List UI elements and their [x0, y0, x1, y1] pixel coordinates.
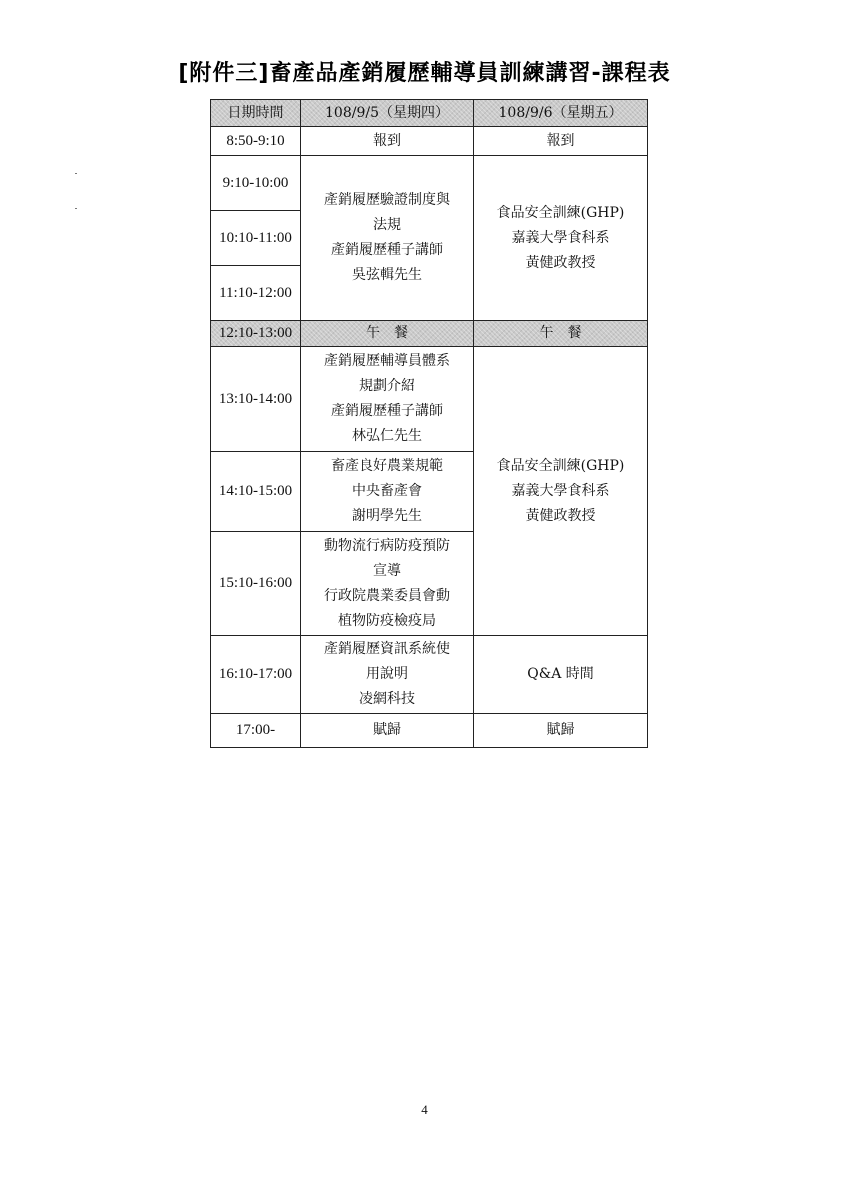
session-line: 植物防疫檢疫局 — [338, 612, 436, 629]
scan-speck — [75, 208, 77, 209]
session-cell — [301, 156, 474, 321]
session-line: 用說明 — [366, 666, 408, 682]
table-row — [211, 347, 648, 452]
session-line: 嘉義大學食科系 — [511, 482, 610, 499]
session-line: 法規 — [373, 217, 401, 233]
session-line: 黃健政教授 — [525, 254, 596, 271]
lunch-row — [211, 321, 648, 347]
session-cell — [474, 156, 648, 321]
session-line: 嘉義大學食科系 — [511, 229, 610, 246]
session-line: 食品安全訓練(GHP) — [496, 204, 625, 221]
session-cell — [301, 452, 474, 532]
time-cell: 17:00- — [211, 714, 301, 748]
scan-speck — [75, 173, 77, 174]
session-cell: Q&A 時間 — [474, 636, 648, 714]
lunch-cell: 午 餐 — [474, 321, 648, 347]
session-line: 產銷履歷種子講師 — [331, 242, 443, 258]
session-line: 產銷履歷資訊系統使 — [324, 641, 450, 657]
header-day1: 108/9/5（星期四） — [301, 100, 474, 127]
session-line: 吳弦輯先生 — [352, 267, 422, 283]
table-row — [211, 156, 648, 211]
session-cell: 報到 — [474, 127, 648, 156]
session-cell: 報到 — [301, 127, 474, 156]
schedule-table — [210, 99, 648, 748]
session-line: 產銷履歷驗證制度與 — [324, 192, 450, 208]
session-line: 規劃介紹 — [359, 378, 415, 394]
header-day2: 108/9/6（星期五） — [474, 100, 648, 127]
table-row — [211, 714, 648, 748]
time-cell: 10:10-11:00 — [211, 211, 301, 266]
time-cell: 8:50-9:10 — [211, 127, 301, 156]
table-row — [211, 127, 648, 156]
session-cell — [474, 347, 648, 636]
time-cell: 16:10-17:00 — [211, 636, 301, 714]
session-line: 謝明學先生 — [352, 508, 422, 524]
session-cell: 賦歸 — [474, 714, 648, 748]
session-line: 凌網科技 — [359, 691, 415, 707]
session-cell — [301, 532, 474, 636]
session-line: 宣導 — [373, 562, 401, 579]
time-cell: 9:10-10:00 — [211, 156, 301, 211]
table-row — [211, 636, 648, 714]
time-cell: 13:10-14:00 — [211, 347, 301, 452]
session-line: 動物流行病防疫預防 — [324, 537, 450, 554]
session-line: 行政院農業委員會動 — [324, 587, 450, 604]
table-header-row — [211, 100, 648, 127]
session-line: 中央畜產會 — [352, 483, 422, 499]
page-number: 4 — [421, 1102, 428, 1117]
time-cell: 15:10-16:00 — [211, 532, 301, 636]
session-line: 產銷履歷種子講師 — [331, 403, 443, 419]
session-cell: 賦歸 — [301, 714, 474, 748]
session-line: 畜產良好農業規範 — [331, 458, 443, 474]
header-date-time: 日期時間 — [211, 100, 301, 127]
session-line: 林弘仁先生 — [352, 428, 422, 444]
time-cell: 11:10-12:00 — [211, 266, 301, 321]
session-line: 產銷履歷輔導員體系 — [324, 353, 450, 369]
session-cell — [301, 636, 474, 714]
session-line: 黃健政教授 — [525, 507, 596, 524]
lunch-cell: 午 餐 — [301, 321, 474, 347]
page-title: [附件三]畜產品產銷履歷輔導員訓練講習-課程表 — [178, 61, 671, 86]
time-cell: 14:10-15:00 — [211, 452, 301, 532]
time-cell: 12:10-13:00 — [211, 321, 301, 347]
session-line: 食品安全訓練(GHP) — [496, 457, 625, 474]
session-cell — [301, 347, 474, 452]
